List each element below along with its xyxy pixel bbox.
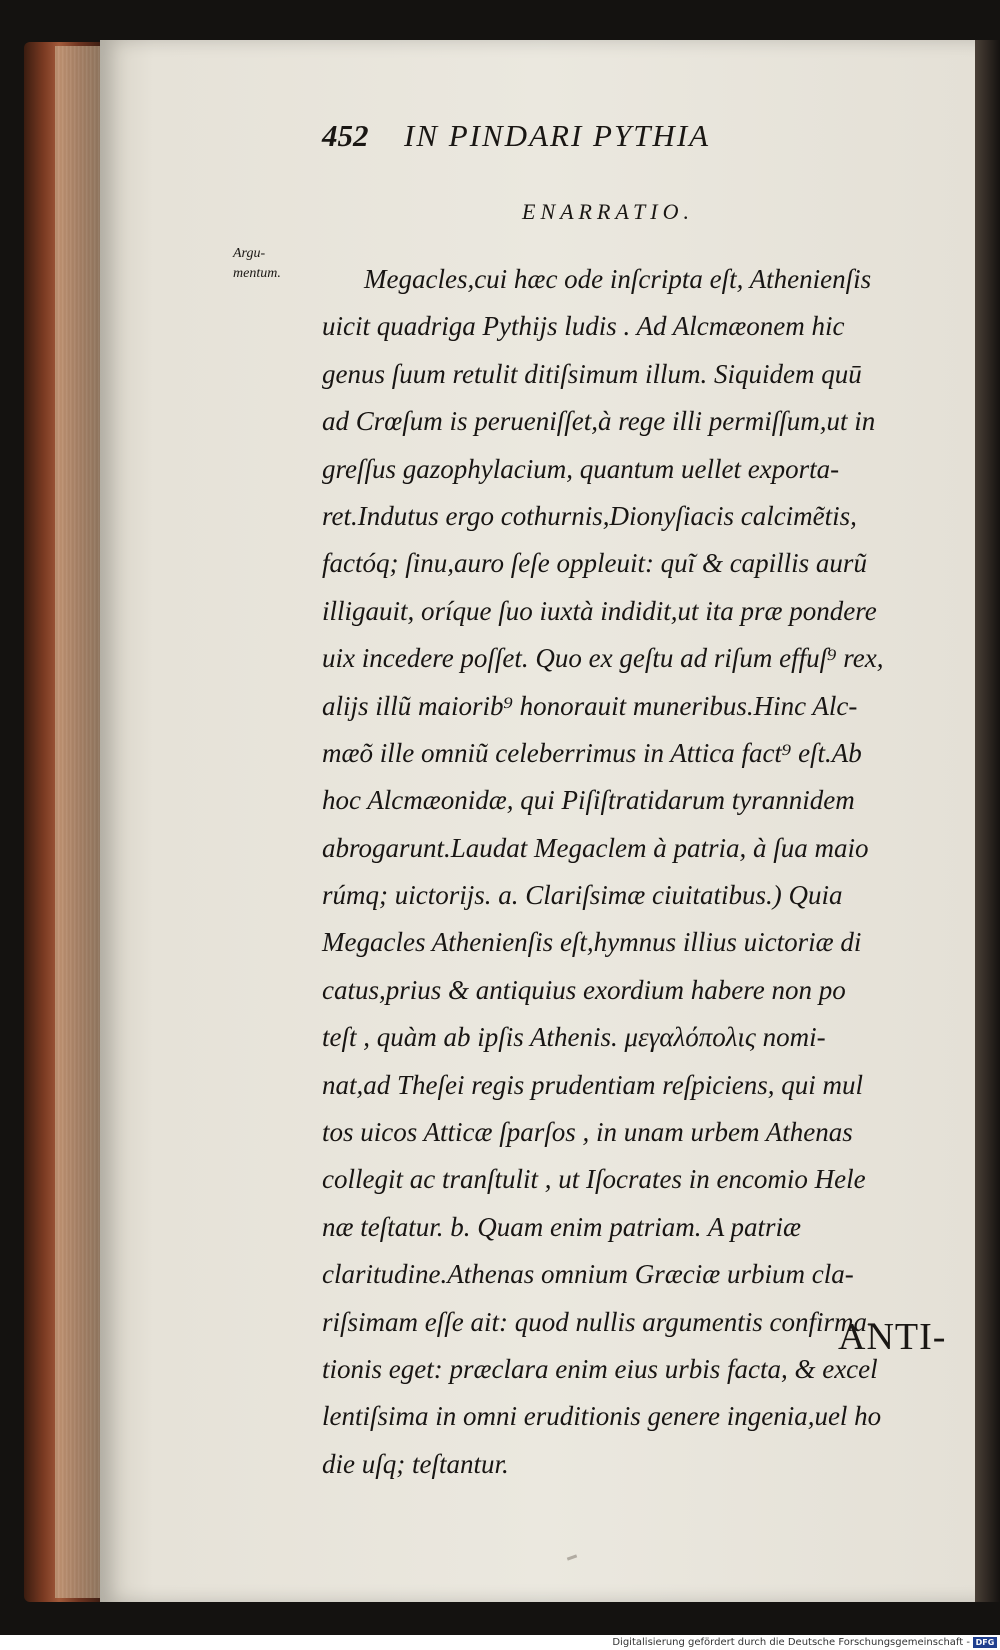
text-line: rúmq; uictorijs. a. Clariſsimæ ciuitatibus.) Quia — [322, 880, 843, 911]
text-line: greſſus gazophylacium, quantum uellet exporta- — [322, 453, 840, 484]
page-number: 452 — [322, 118, 369, 153]
text-line: nat,ad Theſei regis prudentiam reſpiciens, qui mul — [322, 1069, 863, 1100]
text-line: claritudine.Athenas omnium Græciæ urbium cla- — [322, 1259, 854, 1290]
text-line: abrogarunt.Laudat Megaclem à patria, à ſua maio — [322, 832, 869, 863]
text-line: næ teſtatur. b. Quam enim patriam. A patriæ — [322, 1211, 802, 1242]
dfg-logo-icon: DFG — [973, 1637, 997, 1648]
running-header — [322, 118, 902, 154]
marginal-note-line: mentum. — [233, 266, 281, 281]
text-line: lentiſsima in omni eruditionis genere ingenia,uel ho — [322, 1401, 882, 1432]
text-line: tos uicos Atticæ ſparſos , in unam urbem Athenas — [322, 1117, 853, 1148]
page-stack-edge — [55, 46, 105, 1598]
text-line: uix incedere poſſet. Quo ex geſtu ad riſum effuſ⁹ rex, — [322, 643, 884, 674]
text-line: mæõ ille omniũ celeberrimus in Attica fact⁹ eſt.Ab — [322, 737, 862, 768]
gutter-shadow — [975, 40, 1000, 1602]
text-line: die uſq; teſtantur. — [322, 1448, 509, 1479]
text-line: illigauit, oríque ſuo iuxtà indidit,ut ita præ pondere — [322, 595, 877, 626]
body-text — [322, 256, 972, 1488]
text-line: ad Crœſum is perueniſſet,à rege illi permiſſum,ut in — [322, 406, 876, 437]
text-line: genus ſuum retulit ditiſsimum illum. Siquidem quū — [322, 358, 862, 389]
marginal-note — [233, 244, 323, 284]
catchword: ANTI- — [838, 1316, 947, 1358]
text-line: riſsimam eſſe ait: quod nullis argumentis confirma- — [322, 1306, 876, 1337]
text-line: collegit ac tranſtulit , ut Iſocrates in encomio Hele — [322, 1164, 866, 1195]
text-line: ret.Indutus ergo cothurnis,Dionyſiacis calcimẽtis, — [322, 500, 857, 531]
text-line: Megacles Athenienſis eſt,hymnus illius uictoriæ di — [322, 927, 862, 958]
text-line: Megacles,cui hæc ode inſcripta eſt, Athenienſis — [364, 264, 872, 294]
text-line: teſt , quàm ab ipſis Athenis. μεγαλόπολις nomi- — [322, 1022, 826, 1053]
section-subtitle: ENARRATIO. — [522, 199, 694, 224]
text-line: tionis eget: præclara enim eius urbis facta, & excel — [322, 1353, 878, 1384]
text-line: uicit quadriga Pythijs ludis . Ad Alcmæonem hic — [322, 311, 845, 342]
footer-credit: Digitalisierung gefördert durch die Deutsche Forschungsgemeinschaft - — [612, 1637, 970, 1648]
text-line: alijs illũ maiorib⁹ honorauit muneribus.Hinc Alc- — [322, 690, 858, 721]
text-line: factóq; ſinu,auro ſeſe oppleuit: quĩ & capillis aurũ — [322, 548, 867, 579]
marginal-note-line: Argu- — [233, 246, 266, 261]
running-title: IN PINDARI PYTHIA — [404, 118, 711, 153]
text-line: hoc Alcmæonidæ, qui Piſiſtratidarum tyrannidem — [322, 785, 855, 816]
text-line: catus,prius & antiquius exordium habere non po — [322, 974, 846, 1005]
